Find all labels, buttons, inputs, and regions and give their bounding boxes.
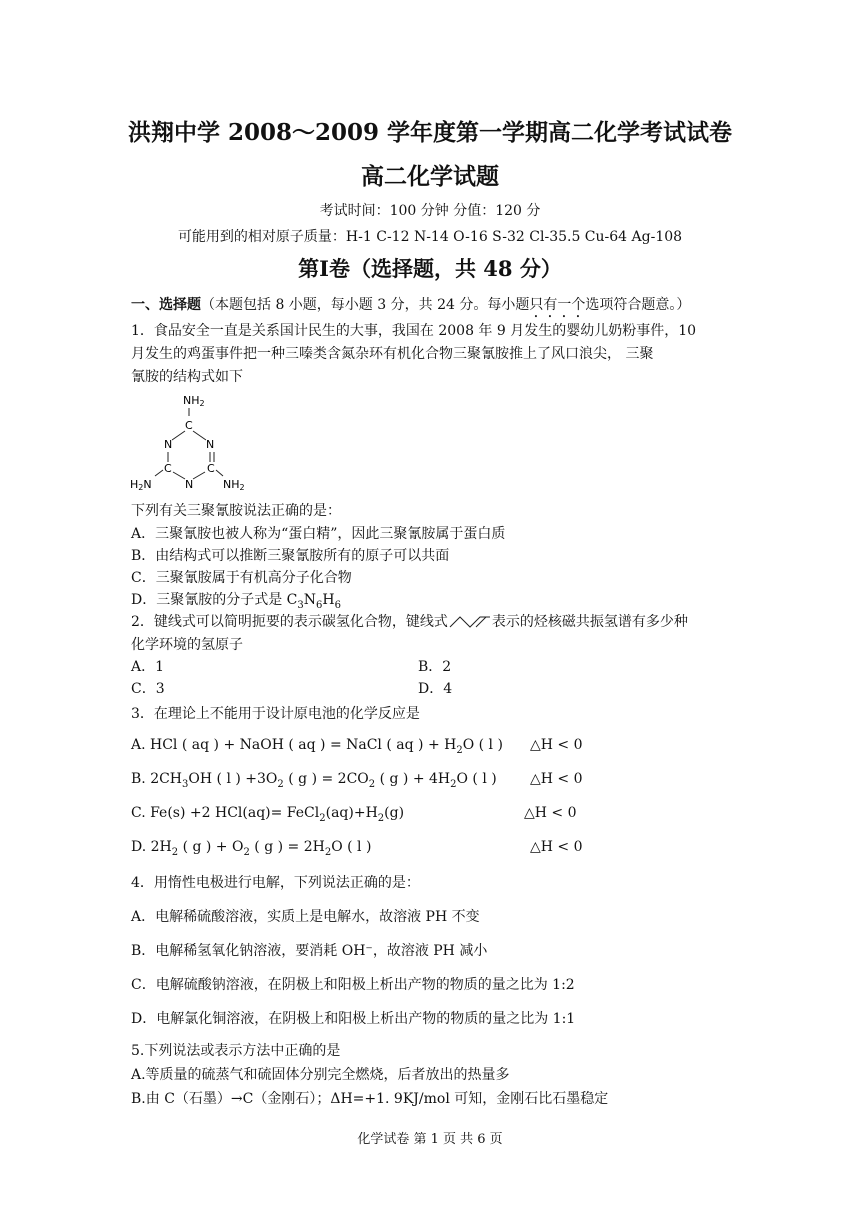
struct-c-top: C <box>185 419 193 432</box>
q2-option-a: A．1 <box>131 659 165 675</box>
struct-nh2-right: NH2 <box>223 478 245 492</box>
instr-bold: 一、选择题 <box>131 297 201 313</box>
q3-option-a: A. HCl ( aq ) + NaOH ( aq ) = NaCl ( aq ) + $H_2O$ ( l ) <box>131 737 503 756</box>
q5-option-b: B.由 C（石墨）→C（金刚石）；ΔH=+1. 9KJ/mol 可知，金刚石比石墨稳定 <box>131 1091 609 1107</box>
q1-option-c: C．三聚氰胺属于有机高分子化合物 <box>131 570 352 586</box>
q3-option-c: C. Fe(s) +2 $HCl(aq)= FeCl_2(aq)+H_2(g)$ <box>131 805 405 824</box>
section-heading: 第Ⅰ卷（选择题，共 48 分） <box>298 256 562 281</box>
q4-option-d: D．电解氯化铜溶液，在阴极上和阳极上析出产物的物质的量之比为 1:1 <box>131 1011 576 1027</box>
struct-n-left: N <box>164 438 173 451</box>
page-footer: 化学试卷 第 1 页 共 6 页 <box>357 1132 503 1147</box>
struct-c-right: C <box>207 462 215 475</box>
q3-option-c-dh: △H < 0 <box>524 805 577 821</box>
q3-option-b-dh: △H < 0 <box>530 771 583 787</box>
exam-info: 考试时间：100 分钟 分值：120 分 <box>319 203 541 219</box>
q1-line2: 月发生的鸡蛋事件把一种三嗪类含氮杂环有机化合物三聚氰胺推上了风口浪尖， 三聚 <box>131 346 654 362</box>
exam-subtitle: 高二化学试题 <box>361 163 499 190</box>
struct-nh2-top: NH2 <box>183 394 205 408</box>
struct-n-right: N <box>206 438 215 451</box>
section-instructions <box>131 294 690 321</box>
q3-option-d-dh: △H < 0 <box>530 839 583 855</box>
skeletal-formula <box>448 613 492 631</box>
q2-option-b: B．2 <box>418 659 452 675</box>
q1-line3: 氰胺的结构式如下 <box>131 369 243 385</box>
atomic-masses: 可能用到的相对原子质量：H-1 C-12 N-14 O-16 S-32 Cl-35.5 Cu-64 Ag-108 <box>177 229 683 245</box>
struct-h2n-left: H2N <box>130 478 152 492</box>
exam-title: 洪翔中学 2008～2009 学年度第一学期高二化学考试试卷 <box>127 119 733 146</box>
q2-line1a: 2．键线式可以简明扼要的表示碳氢化合物，键线式 <box>131 614 448 630</box>
q1-option-b: B．由结构式可以推断三聚氰胺所有的原子可以共面 <box>131 548 450 564</box>
q1-line1: 1．食品安全一直是关系国计民生的大事，我国在 2008 年 9 月发生的婴幼儿奶粉事件，10 <box>131 323 697 339</box>
q5-option-a: A.等质量的硫蒸气和硫固体分别完全燃烧，后者放出的热量多 <box>131 1067 510 1083</box>
q5-stem: 5.下列说法或表示方法中正确的是 <box>131 1043 341 1059</box>
q3-option-d: D. $2H_2$ ( g ) + $O_2$ ( g ) = $2H_2O$ ( l ) <box>131 839 372 858</box>
q2-line2: 化学环境的氢原子 <box>131 637 243 653</box>
struct-n-bottom: N <box>185 478 194 491</box>
q1-option-a: A．三聚氰胺也被人称为“蛋白精”，因此三聚氰胺属于蛋白质 <box>131 526 506 542</box>
instr-tail: 选项符合题意。） <box>585 297 691 313</box>
q4-option-a: A．电解稀硫酸溶液，实质上是电解水，故溶液 PH 不变 <box>131 909 480 925</box>
instr-text: （本题包括 8 小题，每小题 3 分，共 24 分。每小题 <box>201 297 530 313</box>
q1-stem: 下列有关三聚氰胺说法正确的是： <box>131 503 341 519</box>
q3-stem: 3．在理论上不能用于设计原电池的化学反应是 <box>131 706 420 722</box>
q2-line1b: 表示的烃核磁共振氢谱有多少种 <box>491 614 688 630</box>
q2-option-d: D．4 <box>418 681 453 697</box>
instr-emphasis: 只有一个 <box>529 297 586 313</box>
q2-line1 <box>131 611 688 631</box>
q4-option-c: C．电解硫酸钠溶液，在阴极上和阳极上析出产物的物质的量之比为 1:2 <box>131 977 575 993</box>
q1-option-d: D．三聚氰胺的分子式是 $C_3N_6H_6$ <box>131 592 341 611</box>
q3-option-a-dh: △H < 0 <box>530 737 583 753</box>
q4-stem: 4．用惰性电极进行电解，下列说法正确的是： <box>131 875 420 891</box>
struct-c-left: C <box>164 462 172 475</box>
q4-option-b: B．电解稀氢氧化钠溶液，要消耗 OH⁻，故溶液 PH 减小 <box>131 943 488 959</box>
q3-option-b: B. $2CH_3OH$ ( l ) $+3O_2$ ( g ) = $2CO_2$ ( g ) + $4H_2O$ ( l ) <box>131 771 497 790</box>
melamine-structure <box>128 390 258 496</box>
q2-option-c: C．3 <box>131 681 165 697</box>
